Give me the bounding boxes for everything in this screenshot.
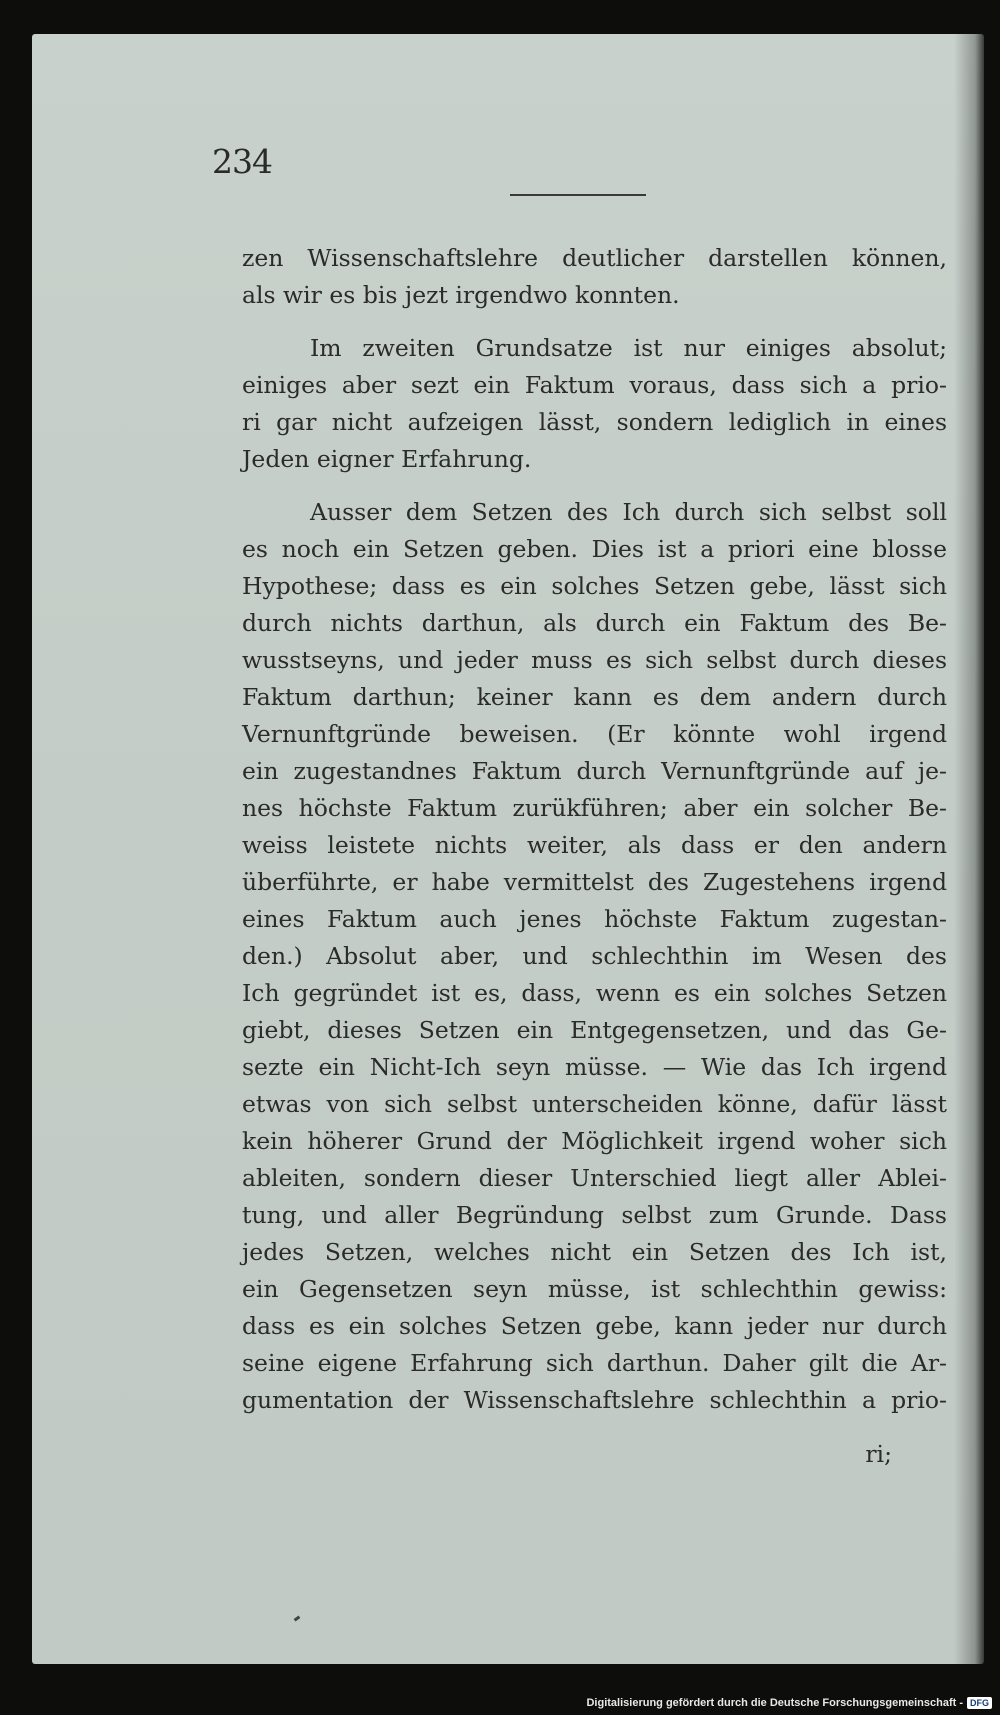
text-line: wusstseyns, und jeder muss es sich selbst durch dieses (242, 646, 947, 674)
text-line: gumentation der Wissenschaftslehre schlechthin a prio- (242, 1386, 947, 1414)
text-line: etwas von sich selbst unterscheiden könne, dafür lässt (242, 1090, 947, 1118)
text-line: giebt, dieses Setzen ein Entgegensetzen, und das Ge- (242, 1016, 947, 1044)
page-number: 234 (212, 142, 272, 181)
text-line: es noch ein Setzen geben. Dies ist a priori eine blosse (242, 535, 947, 563)
text-line: überführte, er habe vermittelst des Zugestehens irgend (242, 868, 947, 896)
text-line: den.) Absolut aber, und schlechthin im Wesen des (242, 942, 947, 970)
text-line: kein höherer Grund der Möglichkeit irgend woher sich (242, 1127, 947, 1155)
text-line: Vernunftgründe beweisen. (Er könnte wohl irgend (242, 720, 947, 748)
text-line: jedes Setzen, welches nicht ein Setzen des Ich ist, (242, 1238, 947, 1266)
text-line: ein Gegensetzen seyn müsse, ist schlechthin gewiss: (242, 1275, 947, 1303)
text-line: sezte ein Nicht-Ich seyn müsse. — Wie das Ich irgend (242, 1053, 947, 1081)
dfg-logo-icon: DFG (967, 1697, 992, 1709)
text-line: Ich gegründet ist es, dass, wenn es ein solches Setzen (242, 979, 947, 1007)
text-line: Ausser dem Setzen des Ich durch sich selbst soll (310, 498, 947, 526)
text-line: als wir es bis jezt irgendwo konnten. (242, 281, 680, 309)
page-spine-shadow (954, 34, 984, 1664)
ink-speck (294, 1616, 301, 1622)
text-line: nes höchste Faktum zurükführen; aber ein solcher Be- (242, 794, 947, 822)
text-line: Faktum darthun; keiner kann es dem andern durch (242, 683, 947, 711)
digitization-credit (586, 1695, 992, 1711)
paragraph-3 (242, 494, 947, 1419)
text-line: weiss leistete nichts weiter, als dass er den andern (242, 831, 947, 859)
catchword: ri; (865, 1440, 892, 1468)
text-line: dass es ein solches Setzen gebe, kann jeder nur durch (242, 1312, 947, 1340)
header-rule (510, 194, 646, 196)
paragraph-1 (242, 240, 947, 314)
text-line: durch nichts darthun, als durch ein Faktum des Be- (242, 609, 947, 637)
text-line: seine eigene Erfahrung sich darthun. Daher gilt die Ar- (242, 1349, 947, 1377)
text-line: tung, und aller Begründung selbst zum Grunde. Dass (242, 1201, 947, 1229)
credit-text: Digitalisierung gefördert durch die Deutsche Forschungsgemeinschaft - (586, 1697, 963, 1709)
text-line: ein zugestandnes Faktum durch Vernunftgründe auf je- (242, 757, 947, 785)
text-line: Jeden eigner Erfahrung. (242, 445, 532, 473)
text-line: einiges aber sezt ein Faktum voraus, dass sich a prio- (242, 371, 947, 399)
text-line: ableiten, sondern dieser Unterschied liegt aller Ablei- (242, 1164, 947, 1192)
text-line: Im zweiten Grundsatze ist nur einiges absolut; (310, 334, 947, 362)
text-line: eines Faktum auch jenes höchste Faktum zugestan- (242, 905, 947, 933)
book-page (32, 34, 984, 1664)
text-line: Hypothese; dass es ein solches Setzen gebe, lässt sich (242, 572, 947, 600)
page-body (242, 240, 947, 1419)
text-line: ri gar nicht aufzeigen lässt, sondern lediglich in eines (242, 408, 947, 436)
paragraph-2 (242, 330, 947, 478)
text-line: zen Wissenschaftslehre deutlicher darstellen können, (242, 244, 947, 272)
